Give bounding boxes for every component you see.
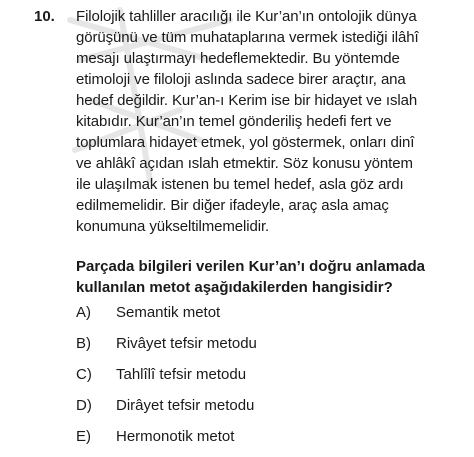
passage-line: kitabıdır. Kur’an’ın temel gönderiliş hedefi fert ve [76,113,392,130]
passage-line: ile ulaşılmak istenen bu temel hedef, asla göz ardı [76,176,404,193]
prompt-line: kullanılan metot aşağıdakilerden hangisidir? [76,279,393,296]
passage-line: hedef değildir. Kur’an-ı Kerim ise bir hidayet ve ıslah [76,92,418,109]
passage-line: konumuna yükseltilmemelidir. [76,218,270,235]
option-letter: E) [76,428,91,445]
passage-line: Filolojik tahliller aracılığı ile Kur’an’ın ontolojik dünya [76,8,417,25]
prompt-line: Parçada bilgileri verilen Kur’an’ı doğru anlamada [76,258,425,275]
option-letter: D) [76,397,92,414]
option-a[interactable] [76,302,468,333]
option-text: Semantik metot [116,304,221,321]
option-letter: C) [76,366,92,383]
passage-line: edilmemelidir. Bir diğer ifadeyle, araç asla amaç [76,197,389,214]
option-text: Rivâyet tefsir metodu [116,335,257,352]
option-d[interactable] [76,395,468,426]
option-letter: B) [76,335,91,352]
passage-line: mesajı ulaştırmayı hedeflemektedir. Bu yöntemde [76,50,400,67]
option-text: Dirâyet tefsir metodu [116,397,255,414]
option-letter: A) [76,304,91,321]
passage-line: görüşünü ve tüm muhataplarına vermek istediği ilâhî [76,29,419,46]
passage-line: etimoloji ve filoloji aslında sadece birer araçtır, ana [76,71,406,88]
option-e[interactable] [76,426,468,457]
option-text: Hermonotik metot [116,428,235,445]
option-text: Tahlîlî tefsir metodu [116,366,247,383]
question-prompt [76,256,468,298]
option-c[interactable] [76,364,468,395]
question-number: 10. [34,8,55,25]
option-b[interactable] [76,333,468,364]
passage-line: ve ahlâkî açıdan ıslah etmektir. Söz konusu yöntem [76,155,413,172]
passage-line: toplumlara hidayet etmek, yol göstermek, onları dinî [76,134,415,151]
question-passage [76,6,468,237]
answer-options [76,302,468,457]
